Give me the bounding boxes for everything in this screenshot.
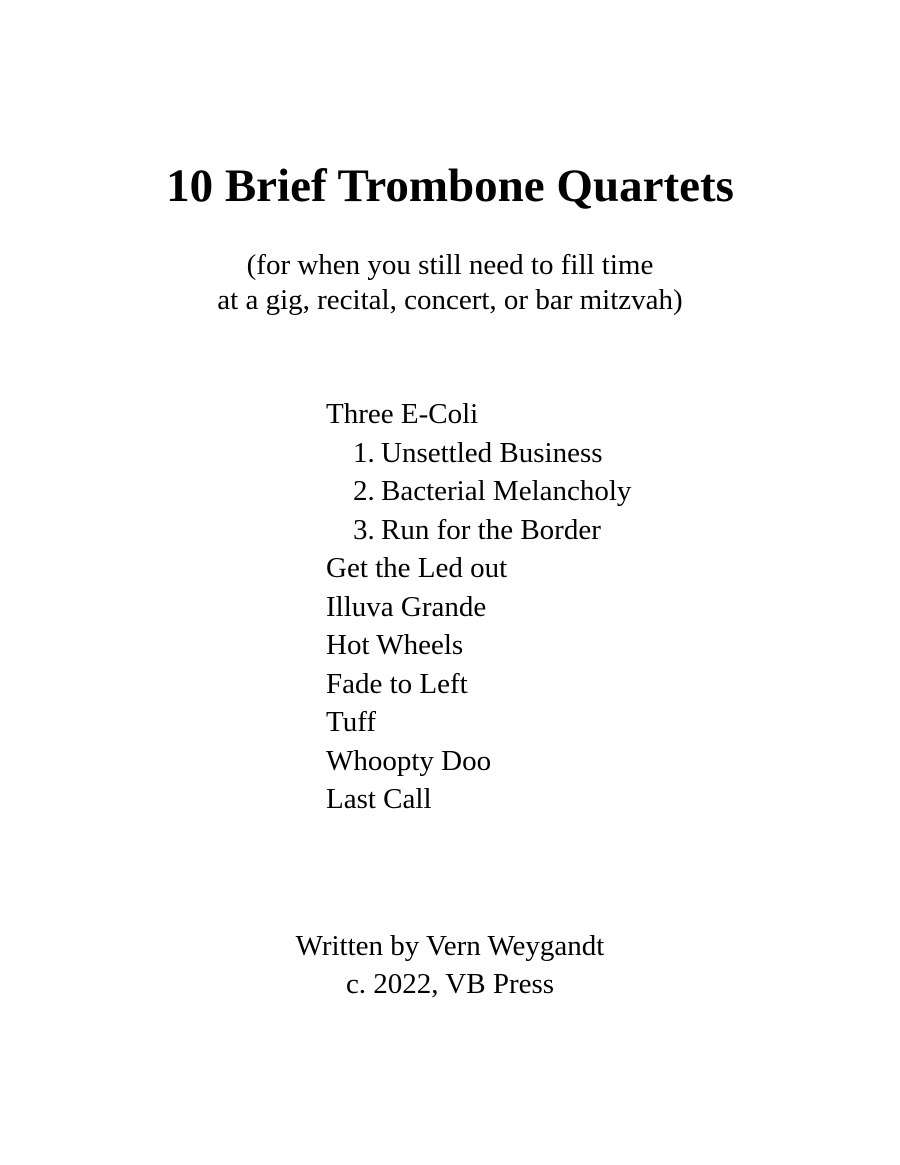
page-title: 10 Brief Trombone Quartets	[166, 160, 734, 212]
movement-number: 1.	[353, 436, 375, 469]
movement-title: Unsettled Business	[381, 436, 603, 469]
movement-number: 2.	[353, 475, 375, 507]
credits	[0, 927, 900, 1003]
movement-number: 3.	[353, 513, 375, 546]
piece-item: Illuva Grande	[326, 590, 487, 623]
author-line: Written by Vern Weygandt	[295, 930, 605, 962]
movement-title: Run for the Border	[381, 513, 601, 546]
contents-list	[326, 395, 631, 819]
suite-title: Three E-Coli	[326, 398, 479, 430]
page-subtitle	[0, 248, 900, 318]
subtitle-line-2: at a gig, recital, concert, or bar mitzvah)	[217, 284, 683, 316]
movement-item	[326, 511, 631, 550]
movement-item	[326, 434, 631, 473]
piece-item: Fade to Left	[326, 667, 468, 700]
piece-item: Tuff	[326, 706, 376, 738]
copyright-line: c. 2022, VB Press	[345, 968, 555, 1000]
subtitle-line-1: (for when you still need to fill time	[246, 249, 654, 281]
piece-item: Last Call	[326, 783, 432, 815]
piece-item: Get the Led out	[326, 552, 508, 584]
piece-item: Hot Wheels	[326, 629, 464, 661]
movement-item	[326, 472, 631, 511]
movement-title: Bacterial Melancholy	[381, 475, 632, 507]
piece-item: Whoopty Doo	[326, 744, 492, 777]
